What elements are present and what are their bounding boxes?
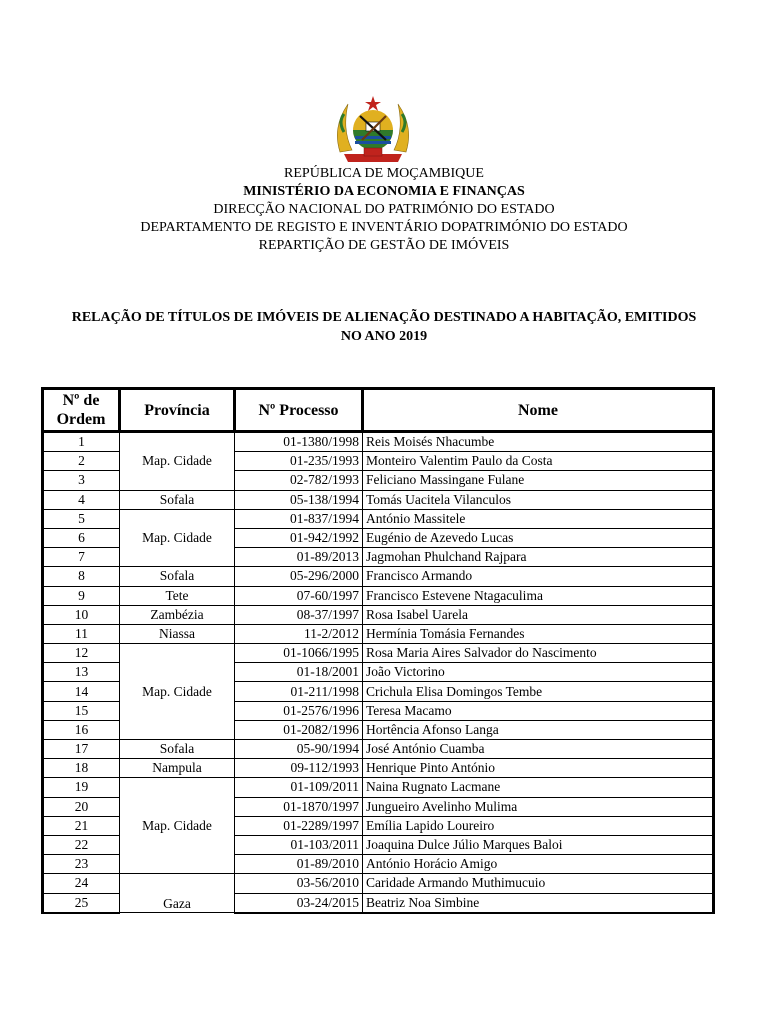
document-title-line2: NO ANO 2019 — [340, 329, 428, 344]
table-row — [43, 740, 714, 759]
cell-ordem: 18 — [43, 759, 120, 778]
cell-provincia: Gaza — [120, 874, 235, 913]
cell-provincia: Map. Cidade — [120, 644, 235, 740]
cell-processo: 01-89/2013 — [235, 548, 363, 567]
coat-of-arms-icon — [330, 92, 416, 168]
cell-processo: 05-90/1994 — [235, 740, 363, 759]
cell-processo: 01-1066/1995 — [235, 644, 363, 663]
table-row — [43, 490, 714, 509]
cell-provincia: Niassa — [120, 624, 235, 643]
header-repartition: REPARTIÇÃO DE GESTÃO DE IMÓVEIS — [258, 238, 510, 253]
cell-provincia: Map. Cidade — [120, 432, 235, 491]
cell-ordem: 22 — [43, 835, 120, 854]
cell-ordem: 21 — [43, 816, 120, 835]
cell-nome: Naina Rugnato Lacmane — [363, 778, 714, 797]
cell-ordem: 2 — [43, 452, 120, 471]
cell-ordem: 19 — [43, 778, 120, 797]
header-ordem-line1: Nº de — [62, 392, 100, 409]
cell-ordem: 3 — [43, 471, 120, 490]
cell-ordem: 15 — [43, 701, 120, 720]
cell-ordem: 12 — [43, 644, 120, 663]
cell-ordem: 16 — [43, 720, 120, 739]
cell-ordem: 11 — [43, 624, 120, 643]
cell-nome: Francisco Armando — [363, 567, 714, 586]
table-row — [43, 778, 714, 797]
cell-processo: 01-211/1998 — [235, 682, 363, 701]
cell-nome: José António Cuamba — [363, 740, 714, 759]
cell-processo: 07-60/1997 — [235, 586, 363, 605]
cell-ordem: 4 — [43, 490, 120, 509]
cell-nome: Crichula Elisa Domingos Tembe — [363, 682, 714, 701]
cell-nome: Francisco Estevene Ntagaculima — [363, 586, 714, 605]
cell-processo: 01-18/2001 — [235, 663, 363, 682]
cell-nome: Eugénio de Azevedo Lucas — [363, 528, 714, 547]
table-row — [43, 567, 714, 586]
cell-nome: Caridade Armando Muthimucuio — [363, 874, 714, 893]
cell-nome: Monteiro Valentim Paulo da Costa — [363, 452, 714, 471]
cell-nome: Hermínia Tomásia Fernandes — [363, 624, 714, 643]
cell-ordem: 9 — [43, 586, 120, 605]
header-ordem — [43, 389, 120, 432]
cell-ordem: 24 — [43, 874, 120, 893]
cell-processo: 01-1380/1998 — [235, 432, 363, 452]
table-row — [43, 644, 714, 663]
table-row — [43, 509, 714, 528]
cell-nome: Joaquina Dulce Júlio Marques Baloi — [363, 835, 714, 854]
table-row — [43, 874, 714, 893]
cell-nome: Jungueiro Avelinho Mulima — [363, 797, 714, 816]
cell-nome: Rosa Maria Aires Salvador do Nascimento — [363, 644, 714, 663]
cell-provincia: Sofala — [120, 490, 235, 509]
cell-processo: 08-37/1997 — [235, 605, 363, 624]
cell-nome: Rosa Isabel Uarela — [363, 605, 714, 624]
cell-provincia: Map. Cidade — [120, 778, 235, 874]
cell-ordem: 14 — [43, 682, 120, 701]
cell-processo: 01-89/2010 — [235, 855, 363, 874]
table-row — [43, 759, 714, 778]
cell-processo: 03-24/2015 — [235, 893, 363, 913]
cell-ordem: 1 — [43, 432, 120, 452]
cell-nome: Teresa Macamo — [363, 701, 714, 720]
header-direction: DIRECÇÃO NACIONAL DO PATRIMÓNIO DO ESTADO — [213, 202, 555, 217]
cell-processo: 11-2/2012 — [235, 624, 363, 643]
document-title — [40, 308, 728, 346]
header-ordem-line2: Ordem — [56, 411, 106, 428]
cell-processo: 01-2289/1997 — [235, 816, 363, 835]
cell-nome: Henrique Pinto António — [363, 759, 714, 778]
cell-processo: 09-112/1993 — [235, 759, 363, 778]
header-nome: Nome — [363, 389, 714, 432]
cell-processo: 01-103/2011 — [235, 835, 363, 854]
cell-nome: António Massitele — [363, 509, 714, 528]
cell-nome: Beatriz Noa Simbine — [363, 893, 714, 913]
cell-provincia: Map. Cidade — [120, 509, 235, 567]
cell-nome: António Horácio Amigo — [363, 855, 714, 874]
cell-provincia: Sofala — [120, 567, 235, 586]
cell-ordem: 13 — [43, 663, 120, 682]
header — [0, 165, 768, 255]
cell-nome: Emília Lapido Loureiro — [363, 816, 714, 835]
cell-provincia: Tete — [120, 586, 235, 605]
cell-processo: 01-2576/1996 — [235, 701, 363, 720]
cell-processo: 01-235/1993 — [235, 452, 363, 471]
table-header-row — [43, 389, 714, 432]
cell-ordem: 7 — [43, 548, 120, 567]
header-processo: Nº Processo — [235, 389, 363, 432]
cell-processo: 01-837/1994 — [235, 509, 363, 528]
cell-nome: Tomás Uacitela Vilanculos — [363, 490, 714, 509]
records-table — [41, 387, 715, 914]
cell-nome: Feliciano Massingane Fulane — [363, 471, 714, 490]
cell-ordem: 20 — [43, 797, 120, 816]
cell-ordem: 6 — [43, 528, 120, 547]
cell-processo: 03-56/2010 — [235, 874, 363, 893]
header-provincia: Província — [120, 389, 235, 432]
cell-processo: 05-296/2000 — [235, 567, 363, 586]
cell-ordem: 10 — [43, 605, 120, 624]
table-row — [43, 624, 714, 643]
cell-processo: 01-2082/1996 — [235, 720, 363, 739]
cell-processo: 01-942/1992 — [235, 528, 363, 547]
cell-provincia: Sofala — [120, 740, 235, 759]
cell-provincia: Nampula — [120, 759, 235, 778]
cell-processo: 01-1870/1997 — [235, 797, 363, 816]
cell-processo: 05-138/1994 — [235, 490, 363, 509]
cell-ordem: 23 — [43, 855, 120, 874]
table-row — [43, 432, 714, 452]
cell-nome: Hortência Afonso Langa — [363, 720, 714, 739]
cell-nome: João Victorino — [363, 663, 714, 682]
header-republic: REPÚBLICA DE MOÇAMBIQUE — [284, 166, 484, 181]
cell-ordem: 25 — [43, 893, 120, 913]
cell-ordem: 8 — [43, 567, 120, 586]
header-ministry: MINISTÉRIO DA ECONOMIA E FINANÇAS — [243, 184, 525, 199]
cell-provincia: Zambézia — [120, 605, 235, 624]
table-row — [43, 605, 714, 624]
cell-ordem: 17 — [43, 740, 120, 759]
cell-processo: 01-109/2011 — [235, 778, 363, 797]
table-row — [43, 586, 714, 605]
cell-nome: Reis Moisés Nhacumbe — [363, 432, 714, 452]
cell-ordem: 5 — [43, 509, 120, 528]
header-department: DEPARTAMENTO DE REGISTO E INVENTÁRIO DOPATRIMÓNIO DO ESTADO — [140, 220, 628, 235]
document-title-line1: RELAÇÃO DE TÍTULOS DE IMÓVEIS DE ALIENAÇÃO DESTINADO A HABITAÇÃO, EMITIDOS — [71, 310, 697, 325]
cell-nome: Jagmohan Phulchand Rajpara — [363, 548, 714, 567]
cell-processo: 02-782/1993 — [235, 471, 363, 490]
